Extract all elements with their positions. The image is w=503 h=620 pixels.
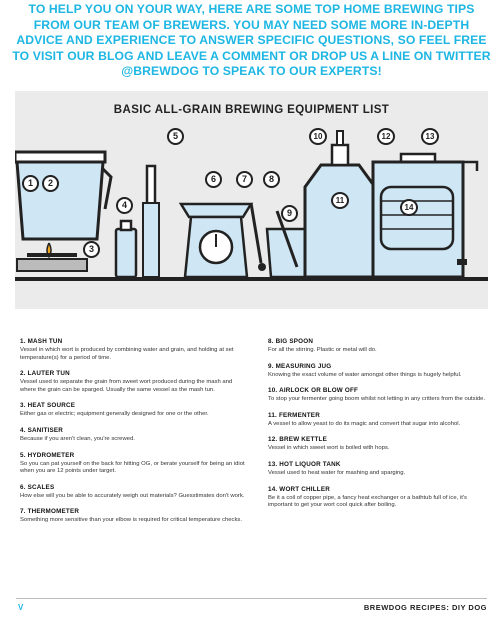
callout-number: 13 xyxy=(421,128,439,145)
item-description: Be it a coil of copper pipe, a fancy heat exchanger or a bathtub full of ice, it's important to get your wort cool quick after boiling. xyxy=(268,494,467,509)
callout-number: 11 xyxy=(331,192,349,209)
thermometer-icon xyxy=(251,203,266,271)
item-title: 1. MASH TUN xyxy=(20,338,63,345)
equipment-drawing xyxy=(15,91,488,309)
list-item xyxy=(20,484,245,501)
callout-number: 8 xyxy=(263,171,280,188)
item-title: 8. BIG SPOON xyxy=(268,338,314,345)
intro-text: TO HELP YOU ON YOUR WAY, HERE ARE SOME TOP HOME BREWING TIPS FROM OUR TEAM OF BREWERS. YOU MAY NEED SOME MORE IN-DEPTH ADVICE AND EXPERIENCE TO ANSWER SPECIFIC QUESTIONS, SO FEEL FREE TO VISIT OUR BLOG AND LEAVE A COMMENT OR DROP US A LINE ON TWITTER @BREWDOG TO SPEAK TO OUR EXPERTS! xyxy=(12,2,491,78)
list-item xyxy=(20,402,245,419)
item-description: Vessel in which wort is produced by combining water and grain, and holding at set temperature(s) for a period of time. xyxy=(20,347,234,361)
list-item xyxy=(268,412,493,429)
callout-number: 2 xyxy=(42,175,59,192)
item-description: Something more sensitive than your elbow is required for critical temperature checks. xyxy=(20,517,242,524)
callout-number: 9 xyxy=(281,205,298,222)
sanitiser-bottle-icon xyxy=(116,221,136,277)
equipment-list-right xyxy=(268,338,493,518)
scales-icon xyxy=(181,204,251,277)
item-description: Either gas or electric; equipment generally designed for one or the other. xyxy=(20,411,209,418)
item-title: 10. AIRLOCK OR BLOW OFF xyxy=(268,387,359,395)
item-description: Vessel in which sweet wort is boiled with hops. xyxy=(268,445,390,452)
footer-divider xyxy=(16,598,487,599)
item-title: 5. HYDROMETER xyxy=(20,451,75,459)
equipment-illustration xyxy=(15,91,488,309)
callout-number: 6 xyxy=(205,171,222,188)
item-description: A vessel to allow yeast to do its magic and convert that sugar into alcohol. xyxy=(268,420,461,427)
callout-number: 7 xyxy=(236,171,253,188)
callout-number: 3 xyxy=(83,241,100,258)
item-title: 14. WORT CHILLER xyxy=(268,485,330,493)
item-title: 3. HEAT SOURCE xyxy=(20,402,76,410)
equipment-list-left xyxy=(20,338,245,533)
item-title: 6. SCALES xyxy=(20,483,55,491)
item-description: Because if you aren't clean, you're screwed. xyxy=(20,435,135,442)
hydrometer-icon xyxy=(143,166,159,277)
list-item xyxy=(20,452,245,476)
item-description: Vessel used to heat water for mashing and sparging. xyxy=(268,469,406,476)
list-item xyxy=(268,363,493,380)
list-item xyxy=(268,461,493,478)
illustration-title: BASIC ALL-GRAIN BREWING EQUIPMENT LIST xyxy=(113,104,390,116)
list-item xyxy=(20,338,245,362)
item-title: 2. LAUTER TUN xyxy=(20,370,70,378)
item-description: Knowing the exact volume of water amongst other things is hugely helpful. xyxy=(268,371,462,378)
callout-number: 1 xyxy=(22,175,39,192)
list-item xyxy=(268,486,493,510)
item-description: How else will you be able to accurately weigh out materials? Guesstimates don't work. xyxy=(20,492,245,499)
burner-icon xyxy=(17,243,87,271)
item-title: 4. SANITISER xyxy=(20,426,63,434)
list-item xyxy=(20,370,245,394)
callout-number: 5 xyxy=(167,128,184,145)
list-item xyxy=(20,508,245,525)
brew-kettle-icon xyxy=(373,154,477,277)
item-title: 9. MEASURING JUG xyxy=(268,362,332,370)
item-description: So you can pat yourself on the back for hitting OG, or berate yourself for being an idiot when you are 12 points under target. xyxy=(20,460,245,475)
item-title: 7. THERMOMETER xyxy=(20,508,80,516)
list-item xyxy=(20,427,245,444)
callout-number: 14 xyxy=(400,199,418,216)
list-item xyxy=(268,436,493,453)
item-description: Vessel used to separate the grain from sweet wort produced during the mash and where the grain can be sparged. Usually the same vessel as the mash tun. xyxy=(20,379,233,393)
list-item xyxy=(268,338,493,355)
callout-number: 12 xyxy=(377,128,395,145)
item-description: For all the stirring. Plastic or metal will do. xyxy=(268,347,377,353)
page-folio: V xyxy=(18,603,24,612)
list-item xyxy=(268,387,493,404)
callout-number: 4 xyxy=(116,197,133,214)
item-title: 13. HOT LIQUOR TANK xyxy=(268,460,341,468)
item-title: 12. BREW KETTLE xyxy=(268,436,327,444)
running-footer: BREWDOG RECIPES: DIY DOG xyxy=(363,603,487,612)
item-title: 11. FERMENTER xyxy=(268,411,320,419)
mash-tun-icon xyxy=(15,152,111,239)
callout-number: 10 xyxy=(309,128,327,145)
item-description: To stop your fermenter going boom whilst not letting in any critters from the outside. xyxy=(268,396,486,403)
